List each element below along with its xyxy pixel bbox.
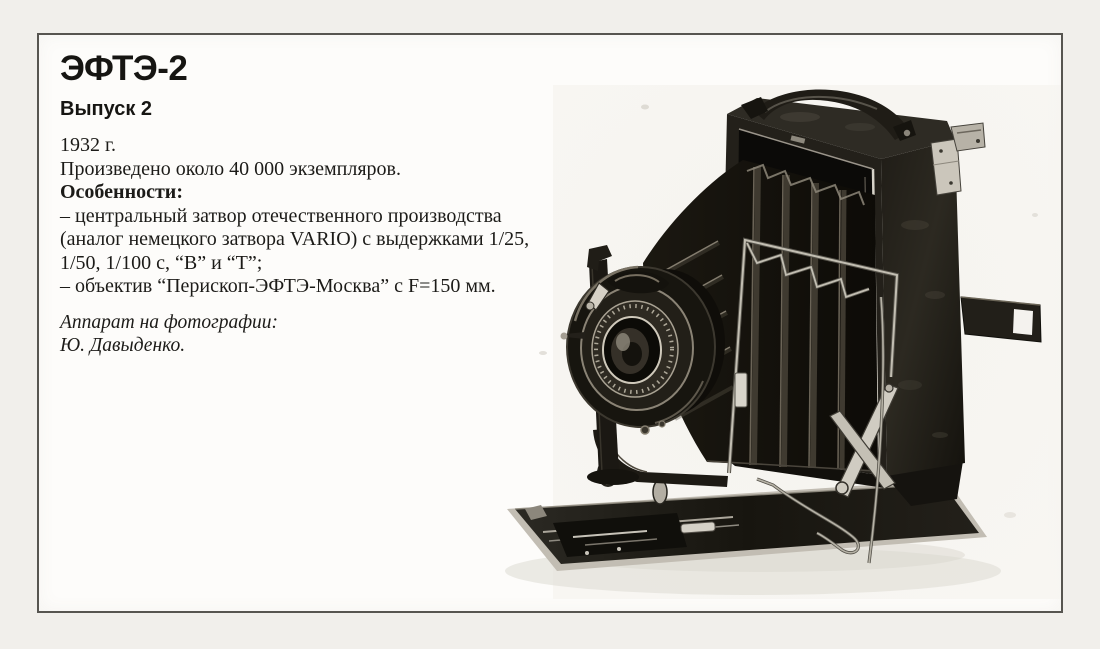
focus-lever: [653, 480, 667, 504]
spec-block: [60, 134, 570, 299]
year-line: 1932 г.: [60, 134, 116, 156]
camera-photo: [495, 85, 1061, 607]
top-latch-fitting: [951, 123, 985, 151]
article-title: ЭФТЭ-2: [60, 49, 188, 88]
article-text-column: [60, 49, 570, 357]
photo-credit-label: Аппарат на фотографии:: [60, 311, 279, 333]
production-line: Произведено около 40 000 экземпляров.: [60, 157, 401, 180]
photo-credit-name: Ю. Давыденко.: [60, 334, 186, 356]
page-sheet: [37, 33, 1063, 613]
features-heading: Особенности:: [60, 181, 183, 203]
feature-line: 1/50, 1/100 с, “B” и “T”;: [60, 251, 263, 274]
feature-line: – объектив “Перископ-ЭФТЭ-Москва” с F=150 мм.: [60, 275, 496, 297]
photo-credit: [60, 311, 570, 357]
side-tab: [961, 297, 1041, 342]
feature-line: (аналог немецкого затвора VARIO) с выдержками 1/25,: [60, 228, 530, 250]
feature-line: – центральный затвор отечественного производства: [60, 204, 502, 227]
edition-label: Выпуск 2: [60, 98, 153, 120]
nameplate: [681, 522, 716, 533]
